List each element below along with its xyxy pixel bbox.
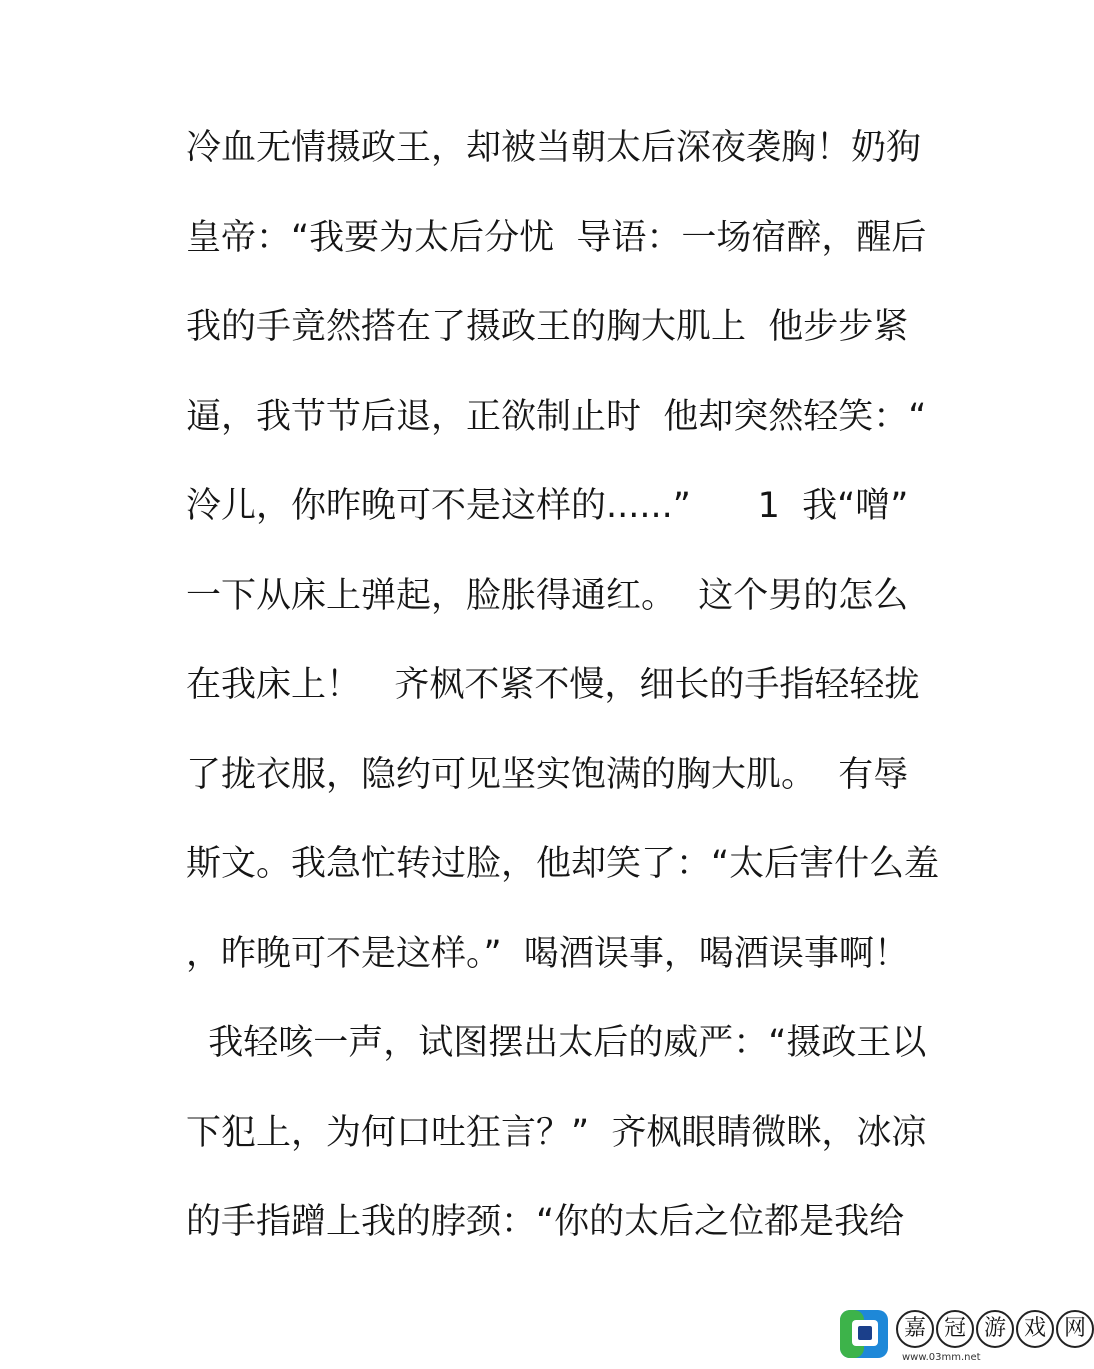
text-line: 在我床上！ 齐枫不紧不慢，细长的手指轻轻拢 — [186, 665, 920, 705]
text-line: ，昨晚可不是这样。” 喝酒误事，喝酒误事啊！ — [186, 933, 909, 974]
text-line: 了拢衣服，隐约可见坚实饱满的胸大肌。 有辱 — [186, 754, 909, 795]
text-line: 我轻咳一声，试图摆出太后的威严：“摄政王以 — [186, 1023, 927, 1063]
text-line: 泠儿，你昨晚可不是这样的......” 1 我“噌” — [186, 486, 909, 526]
article-text — [186, 104, 940, 1268]
watermark-char: 网 — [1056, 1310, 1094, 1348]
text-line: 逼，我节节后退，正欲制止时 他却突然轻笑：“ — [186, 396, 927, 437]
text-line: 我的手竟然搭在了摄政王的胸大肌上 他步步紧 — [186, 307, 909, 347]
text-line: 的手指蹭上我的脖颈：“你的太后之位都是我给 — [186, 1202, 905, 1242]
watermark-url: www.03mm.net — [902, 1352, 981, 1363]
logo-square-icon — [838, 1308, 890, 1360]
watermark-char: 嘉 — [896, 1310, 934, 1348]
text-line: 一下从床上弹起，脸胀得通红。 这个男的怎么 — [186, 575, 909, 616]
text-line: 皇帝：“我要为太后分忧 导语：一场宿醉，醒后 — [186, 217, 927, 258]
watermark-char: 游 — [976, 1310, 1014, 1348]
site-watermark — [838, 1308, 1086, 1366]
watermark-chars — [896, 1310, 1094, 1350]
text-line: 冷血无情摄政王，却被当朝太后深夜袭胸！奶狗 — [186, 128, 922, 168]
watermark-char: 冠 — [936, 1310, 974, 1348]
text-line: 斯文。我急忙转过脸，他却笑了：“太后害什么羞 — [186, 844, 940, 884]
watermark-char: 戏 — [1016, 1310, 1054, 1348]
text-line: 下犯上，为何口吐狂言？” 齐枫眼睛微眯，冰凉 — [186, 1112, 927, 1153]
